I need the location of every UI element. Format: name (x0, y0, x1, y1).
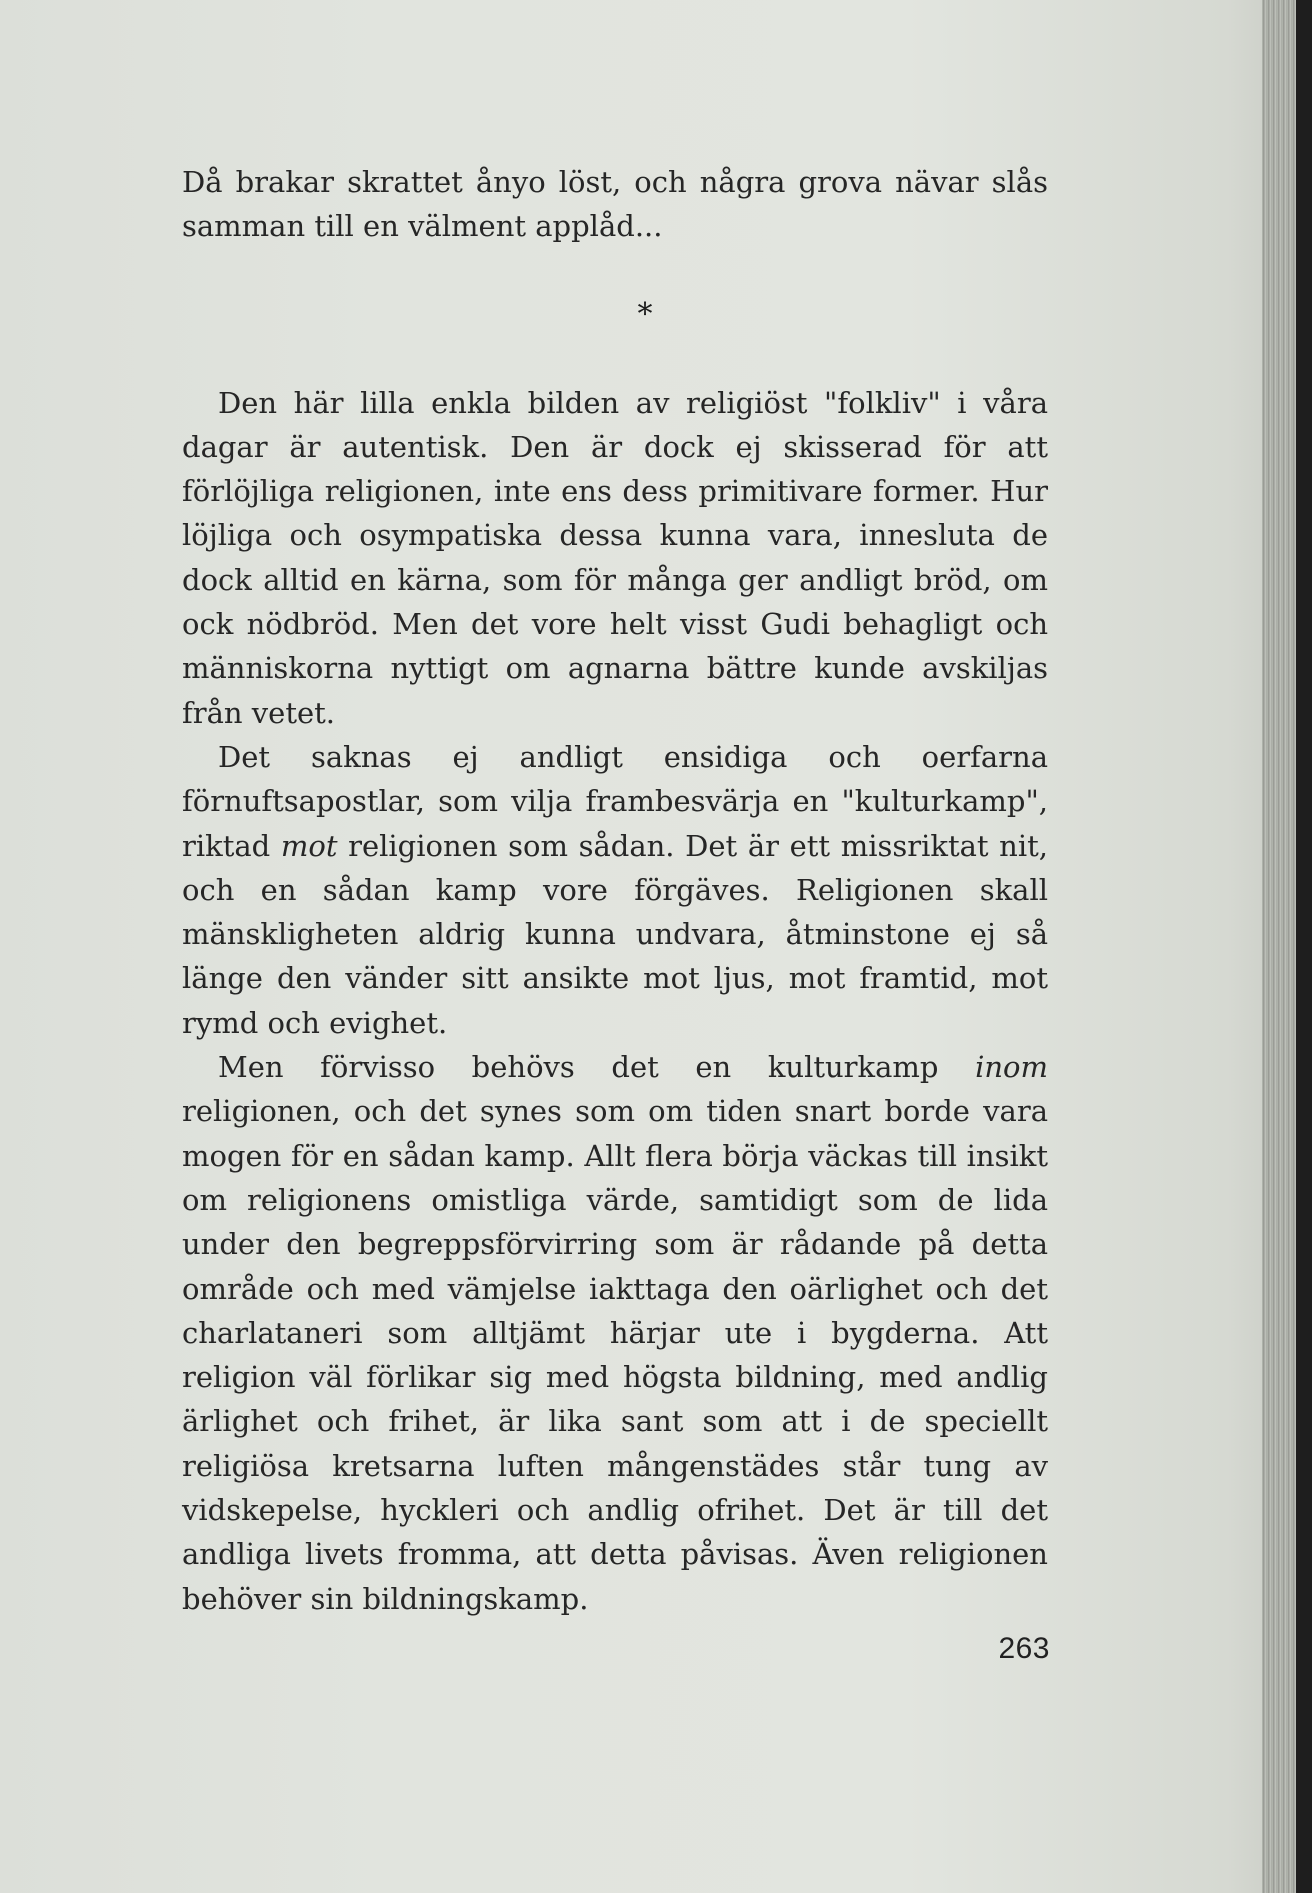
paragraph-3-text-before: Men förvisso behövs det en kulturkamp (218, 1050, 976, 1085)
paragraph-2-text-after: religionen som sådan. Det är ett missriktat nit, och en sådan kamp vore förgäves. Religionen skall mänskligheten aldrig kunna undvara, åtminstone ej så länge den vänder sitt ansikte mot ljus, mot framtid, mot rymd och evighet. (182, 828, 1049, 1040)
page-number: 263 (998, 1632, 1050, 1665)
section-separator-star: * (637, 296, 653, 332)
book-shadow (1296, 0, 1312, 1893)
paragraph-3-text-after: religionen, och det synes som om tiden snart borde vara mogen för en sådan kamp. Allt flera börja väckas till insikt om religionens omistliga värde, samtidigt som de lida under den begreppsförvirring som är rådande på detta område och med vämjelse iakttaga den oärlighet och det charlataneri som alltjämt härjar ute i bygderna. Att religion väl förlikar sig med högsta bildning, med andlig ärlighet och frihet, är lika sant som att i de speciellt religiösa kretsarna luften mångenstädes står tung av vidskepelse, hyckleri och andlig ofrihet. Det är till det andliga livets fromma, att detta påvisas. Även religionen behöver sin bildningskamp. (182, 1094, 1048, 1616)
paragraph-3-emphasis: inom (975, 1050, 1048, 1085)
paragraph-2 (182, 735, 1048, 1045)
opening-paragraph: Då brakar skrattet ånyo löst, och några grova nävar slås samman till en välment applåd... (182, 165, 1048, 244)
paragraph-1: Den här lilla enkla bilden av religiöst "folkliv" i våra dagar är autentisk. Den är dock ej skisserad för att förlöjliga religionen, inte ens dess primitivare former. Hur löjliga och osympatiska dessa kunna vara, innesluta de dock alltid en kärna, som för många ger andligt bröd, om ock nödbröd. Men det vore helt visst Gudi behagligt och människorna nyttigt om agnarna bättre kunde avskiljas från vetet. (182, 385, 1048, 730)
paragraph-2-emphasis: mot (280, 828, 338, 863)
body-text (182, 160, 1048, 1621)
paragraph-3 (182, 1045, 1048, 1621)
paragraph-2-text-before: Det saknas ej andligt ensidiga och oerfarna förnuftsapostlar, som vilja frambesvärja en "kulturkamp", riktad (182, 739, 1048, 863)
